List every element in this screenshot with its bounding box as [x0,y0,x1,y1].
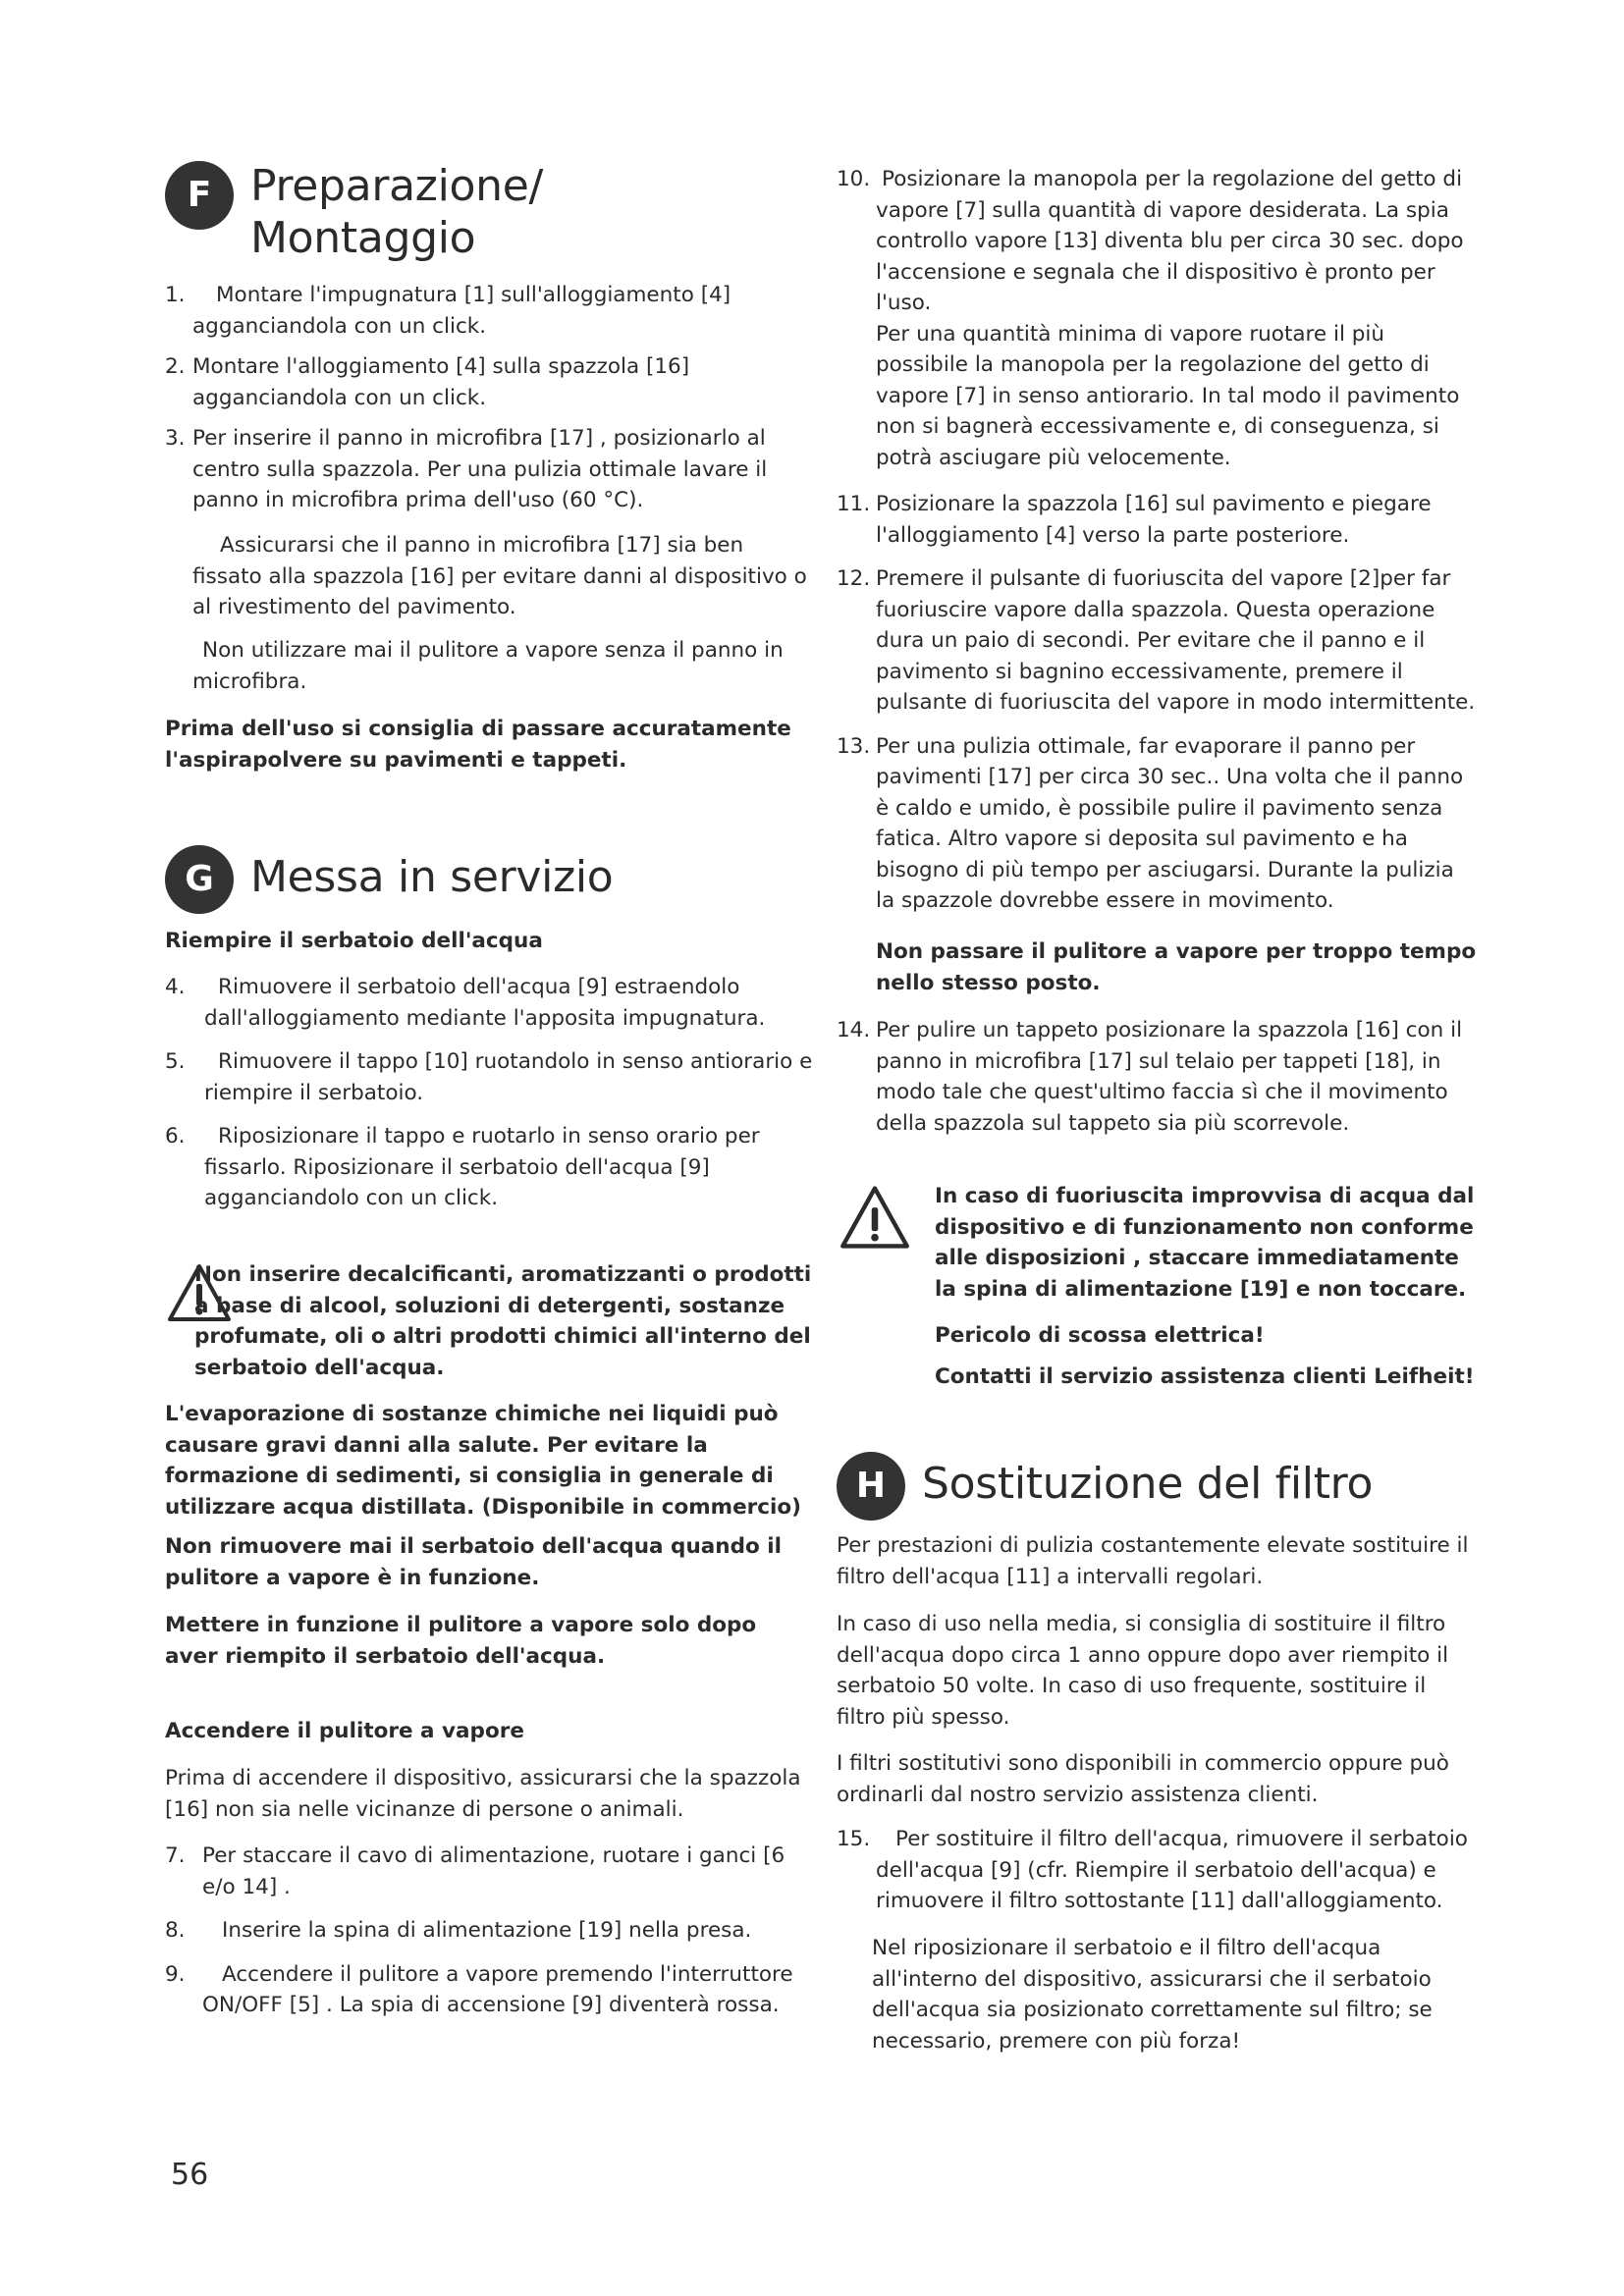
list-item [165,1959,815,2021]
list-item [837,563,1479,719]
section-f-note-1: Assicurarsi che il panno in microfibra [17] sia ben fissato alla spazzola [16] per evitare danni al dispositivo o al rivestimento del pavimento. [192,533,807,619]
section-h-para-3: I filtri sostitutivi sono disponibili in commercio oppure può ordinarli dal nostro servizio assistenza clienti. [837,1751,1449,1807]
section-g-intro-power: Prima di accendere il dispositivo, assicurarsi che la spazzola [16] non sia nelle vicinanze di persone o animali. [165,1766,801,1822]
item-number: 5. [165,1049,186,1074]
section-g-heading [165,844,613,914]
item-text: Accendere il pulitore a vapore premendo l'interruttore ON/OFF [5] . La spia di accensione [9] diventerà rossa. [202,1961,793,2017]
list-item [165,1121,815,1214]
item-number: 14. [837,1018,871,1042]
item-text: Posizionare la manopola per la regolazione del getto di vapore [7] sulla quantità di vapore desiderata. La spia controllo vapore [13] diventa blu per circa 30 sec. dopo l'accensione e segnala che il dispositivo è pronto per l'uso. [876,167,1464,315]
item-number: 7. [165,1843,186,1868]
section-g-step-list-3a [837,164,1479,473]
section-f-note-2: Non utilizzare mai il pulitore a vapore senza il panno in microfibra. [192,638,784,694]
item-number: 6. [165,1124,186,1148]
section-g-badge: G [165,845,234,914]
section-f-badge: F [165,161,234,230]
item-number: 3. [165,426,186,451]
section-h-heading [837,1451,1373,1521]
item-text: Per staccare il cavo di alimentazione, ruotare i ganci [6 e/o 14] . [202,1843,785,1899]
section-g-bold-3: Mettere in funzione il pulitore a vapore solo dopo aver riempito il serbatoio dell'acqua. [165,1613,757,1669]
list-item [165,972,815,1034]
section-g-warning-2-contact: Contatti il servizio assistenza clienti Leifheit! [935,1364,1475,1389]
item-number: 4. [165,975,186,999]
item-text: Montare l'impugnatura [1] sull'alloggiamento [4] agganciandola con un click. [192,283,731,339]
item-number: 13. [837,733,871,759]
section-g-bold-4: Non passare il pulitore a vapore per troppo tempo nello stesso posto. [876,939,1477,995]
item-number: 11. [837,492,871,516]
section-g-bold-2: Non rimuovere mai il serbatoio dell'acqua quando il pulitore a vapore è in funzione. [165,1534,782,1590]
item-number: 10. [837,167,871,191]
item-number: 9. [165,1961,186,1987]
item-text: Per inserire il panno in microfibra [17] , posizionarlo al centro sulla spazzola. Per una pulizia ottimale lavare il panno in microfibra prima dell'uso (60 °C). [192,426,768,512]
section-h-note: Nel riposizionare il serbatoio e il filtro dell'acqua all'interno del dispositivo, assicurarsi che il serbatoio dell'acqua sia posizionato correttamente sul filtro; se necessario, premere con più forza! [872,1936,1433,2054]
item-text: Rimuovere il serbatoio dell'acqua [9] estraendolo dall'alloggiamento mediante l'apposita impugnatura. [204,975,766,1031]
section-h-para-2: In caso di uso nella media, si consiglia di sostituire il filtro dell'acqua dopo circa 1 anno oppure dopo aver riempito il serbatoio 50 volte. In caso di uso frequente, sostituire il filtro più spesso. [837,1612,1449,1730]
list-item [837,1824,1479,1917]
section-h-title: Sostituzione del filtro [922,1459,1374,1509]
section-g-subheading-fill: Riempire il serbatoio dell'acqua [165,929,543,953]
section-f-heading [165,160,543,264]
section-h-para-1: Per prestazioni di pulizia costantemente elevate sostituire il filtro dell'acqua [11] a intervalli regolari. [837,1533,1469,1589]
item-number: 8. [165,1918,186,1943]
list-item [837,731,1479,917]
section-f-bold-note: Prima dell'uso si consiglia di passare accuratamente l'aspirapolvere su pavimenti e tappeti. [165,717,791,773]
item-number: 12. [837,566,871,591]
item-text: Montare l'alloggiamento [4] sulla spazzola [16] agganciandola con un click. [192,354,690,410]
section-g-title: Messa in servizio [250,852,614,902]
item-number: 1. [165,283,186,307]
item-text: Posizionare la spazzola [16] sul pavimento e piegare l'alloggiamento [4] verso la parte posteriore. [876,492,1432,548]
item-10-extra: Per una quantità minima di vapore ruotare il più possibile la manopola per la regolazione del getto di vapore [7] in senso antiorario. In tal modo il pavimento non si bagnerà eccessivamente e, di conseguenza, si potrà asciugare più velocemente. [876,321,1460,470]
list-item [165,1841,815,1902]
section-g-step-list-2 [165,1841,815,2021]
section-g-warning-1: Non inserire decalcificanti, aromatizzanti o prodotti a base di alcool, soluzioni di detergenti, sostanze profumate, oli o altri prodotti chimici all'interno del serbatoio dell'acqua. [194,1262,812,1380]
item-text: Per pulire un tappeto posizionare la spazzola [16] con il panno in microfibra [17] sul telaio per tappeti [18], in modo tale che quest'ultimo faccia sì che il movimento della spazzola sul tappeto sia più scorrevole. [876,1018,1463,1136]
section-f-title: Preparazione/ Montaggio [250,161,544,263]
section-g-step-list-3c [837,1015,1479,1139]
item-number: 15. [837,1827,871,1851]
section-g-warning-2-shock: Pericolo di scossa elettrica! [935,1323,1265,1348]
section-g-subheading-power: Accendere il pulitore a vapore [165,1719,524,1743]
section-g-warning-2: In caso di fuoriuscita improvvisa di acqua dal dispositivo e di funzionamento non conforme alle disposizioni , staccare immediatamente la spina di alimentazione [19] e non toccare. [935,1184,1475,1302]
section-h-badge: H [837,1452,905,1521]
item-text: Riposizionare il tappo e ruotarlo in senso orario per fissarlo. Riposizionare il serbatoio dell'acqua [9] agganciandolo con un click. [204,1124,760,1210]
list-item [837,164,1479,319]
list-item [165,1046,815,1108]
section-g-bold-1: L'evaporazione di sostanze chimiche nei liquidi può causare gravi danni alla salute. Per evitare la formazione di sedimenti, si consiglia in generale di utilizzare acqua distillata. (Disponibile in commercio) [165,1402,801,1520]
list-item [837,1015,1479,1139]
list-item [165,351,815,413]
item-text: Per sostituire il filtro dell'acqua, rimuovere il serbatoio dell'acqua [9] (cfr. Riempire il serbatoio dell'acqua) e rimuovere il filtro sottostante [11] dall'alloggiamento. [876,1827,1468,1913]
section-h-step-list [837,1824,1479,1917]
item-text: Inserire la spina di alimentazione [19] nella presa. [222,1918,752,1943]
item-number: 2. [165,354,186,379]
list-item [165,280,815,342]
section-f-step-list [165,280,815,516]
section-g-step-list-3b [837,489,1479,917]
item-text: Rimuovere il tappo [10] ruotandolo in senso antiorario e riempire il serbatoio. [204,1049,813,1105]
list-item [165,1915,815,1947]
list-item [837,489,1479,551]
list-item [165,423,815,516]
item-text: Per una pulizia ottimale, far evaporare il panno per pavimenti [17] per circa 30 sec.. Una volta che il panno è caldo e umido, è possibile pulire il pavimento senza fatica. Altro vapore si deposita sul pavimento e ha bisogno di più tempo per asciugarsi. Durante la pulizia la spazzole dovrebbe essere in movimento. [876,733,1464,913]
section-g-step-list-1 [165,972,815,1214]
item-text: Premere il pulsante di fuoriuscita del vapore [2]per far fuoriuscire vapore dalla spazzola. Questa operazione dura un paio di secondi. Per evitare che il panno e il pavimento si bagnino eccessivamente, premere il pulsante di fuoriuscita del vapore in modo intermittente. [876,566,1476,715]
page-number: 56 [171,2158,209,2192]
